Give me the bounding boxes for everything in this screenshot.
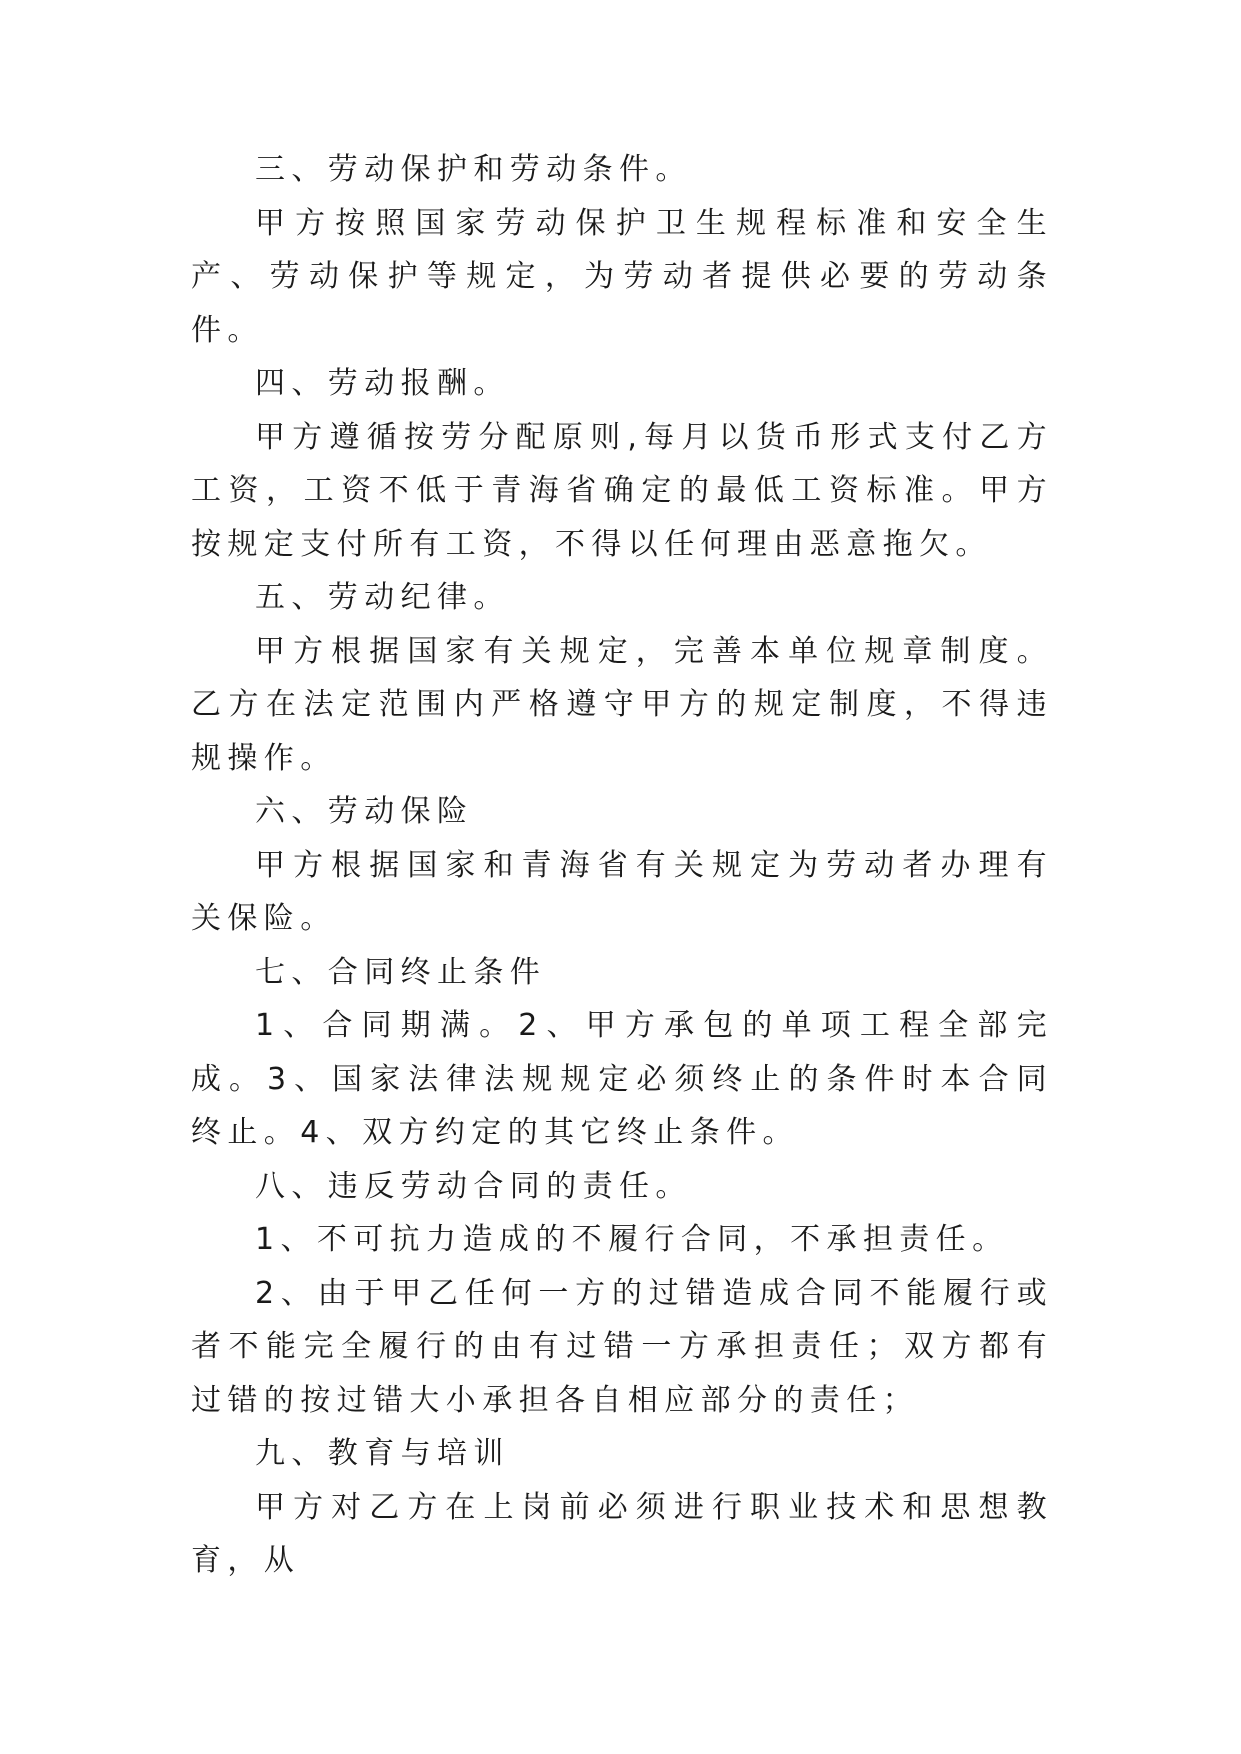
paragraph-fault-liability: 2、由于甲乙任何一方的过错造成合同不能履行或者不能完全履行的由有过错一方承担责任；双方都有过错的按过错大小承担各自相应部分的责任； — [191, 1275, 1053, 1418]
document-body — [191, 143, 1053, 1588]
paragraph-education-training: 甲方对乙方在上岗前必须进行职业技术和思想教育，从 — [191, 1489, 1053, 1578]
section-heading-8: 八、违反劳动合同的责任。 — [255, 1168, 692, 1204]
section-heading-7: 七、合同终止条件 — [255, 954, 547, 990]
paragraph-labor-insurance: 甲方根据国家和青海省有关规定为劳动者办理有关保险。 — [191, 847, 1053, 936]
section-heading-3: 三、劳动保护和劳动条件。 — [255, 152, 692, 187]
section-heading-6: 六、劳动保险 — [255, 794, 474, 829]
paragraph-labor-protection: 甲方按照国家劳动保护卫生规程标准和安全生产、劳动保护等规定，为劳动者提供必要的劳动条件。 — [191, 205, 1053, 348]
section-heading-5: 五、劳动纪律。 — [255, 580, 510, 615]
paragraph-termination-conditions: 1、合同期满。2、甲方承包的单项工程全部完成。3、国家法律法规规定必须终止的条件时本合同终止。4、双方约定的其它终止条件。 — [191, 1008, 1053, 1150]
section-heading-4: 四、劳动报酬。 — [255, 366, 510, 401]
paragraph-labor-discipline: 甲方根据国家有关规定，完善本单位规章制度。乙方在法定范围内严格遵守甲方的规定制度，不得违规操作。 — [191, 633, 1053, 776]
paragraph-force-majeure: 1、不可抗力造成的不履行合同，不承担责任。 — [255, 1222, 1009, 1257]
section-heading-9: 九、教育与培训 — [255, 1436, 510, 1471]
paragraph-labor-remuneration: 甲方遵循按劳分配原则,每月以货币形式支付乙方工资，工资不低于青海省确定的最低工资标准。甲方按规定支付所有工资，不得以任何理由恶意拖欠。 — [191, 419, 1053, 562]
